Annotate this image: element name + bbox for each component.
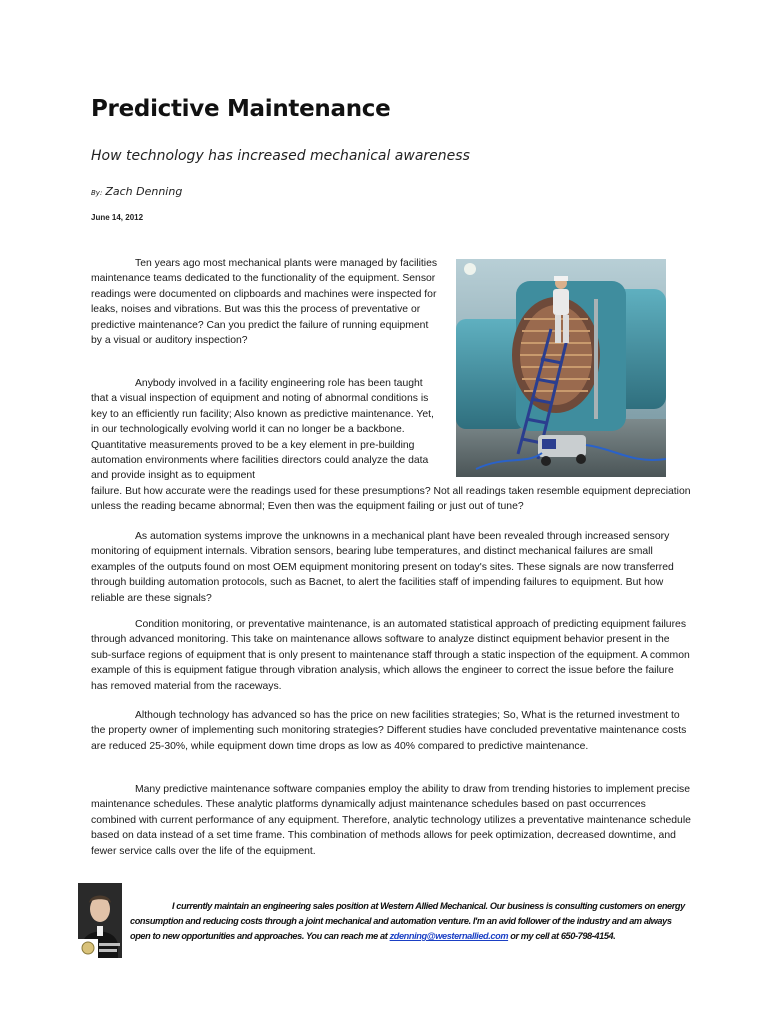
article-subtitle: How technology has increased mechanical awareness — [91, 148, 470, 164]
paragraph-3: As automation systems improve the unknowns in a mechanical plant have been revealed through increased sensory monitoring of equipment internals. Vibration sensors, bearing lube temperatures, and distinct mechanical failures are small examples of the outputs found on most OEM equipment monitoring present on today's sites. These signals are now transferred through building automation protocols, such as Bacnet, to alert the facilities staff of impending failures to equipment. But how reliable are these signals? — [91, 531, 674, 604]
bio-contact: or my cell at 650-798-4154. — [508, 931, 616, 941]
author-bio — [130, 899, 690, 944]
author-portrait — [78, 883, 122, 958]
article-date: June 14, 2012 — [91, 213, 144, 222]
by-label: By: — [91, 189, 103, 197]
article-title: Predictive Maintenance — [91, 96, 391, 122]
paragraph-6: Many predictive maintenance software companies employ the ability to draw from trending histories to implement precise maintenance schedules. These analytic platforms dynamically adjust maintenance schedules based on past occurrences combined with current performance of any equipment. Therefore, analytic technology utilizes a preventative maintenance schedule based on data instead of a set time frame. This combination of methods allows for peek optimization, decreased downtime, and fewer service calls over the life of the equipment. — [91, 784, 691, 857]
byline — [91, 185, 182, 198]
paragraph-4: Condition monitoring, or preventative maintenance, is an automated statistical approach of predicting equipment failures through advanced monitoring. This take on maintenance allows software to analyze distinct equipment behavior present in the sub-surface regions of equipment that is only present to maintenance staff through a static inspection of the equipment. A common example of this is equipment fatigue through vibration analysis, which allows the engineer to correct the issue before the failure has removed material from the raceways. — [91, 619, 690, 692]
author-name: Zach Denning — [105, 185, 183, 198]
paragraph-2: Anybody involved in a facility engineering role has been taught that a visual inspection of equipment and noting of abnormal conditions is key to an efficiently run facility; Also known as predictive maintenance. Yet, in our technologically evolving world it can no longer be a backbone. Quantitative measurements proved to be a key element in pre-building automation environments where facilities directors could analyze the data and provide insight as to equipment — [91, 378, 434, 482]
author-photo — [78, 883, 122, 958]
paragraph-1: Ten years ago most mechanical plants were managed by facilities maintenance teams dedicated to the functionality of the equipment. Sensor readings were documented on clipboards and machines were inspected for leaks, noises and vibrations. But was this the process of preventative or predictive maintenance? Can you predict the failure of running equipment by a visual or auditory inspection? — [91, 258, 438, 347]
chiller-illustration — [456, 259, 666, 477]
paragraph-2-continued: failure. But how accurate were the readings used for these presumptions? Not all readings taken resemble equipment depreciation unless the reading became abnormal; Even then was the equipment failing or just out of tune? — [91, 486, 691, 513]
bio-text: I currently maintain an engineering sales position at Western Allied Mechanical. Our business is consulting customers on energy consumption and reducing costs through a joint mechanical and automation venture. I'm an avid follower of the industry and am always open to new opportunities and approaches. You can reach me at — [130, 901, 685, 941]
chiller-technician-photo — [456, 259, 666, 477]
email-link[interactable]: zdenning@westernallied.com — [389, 931, 509, 941]
paragraph-5: Although technology has advanced so has the price on new facilities strategies; So, What is the returned investment to the property owner of implementing such monitoring strategies? Different studies have concluded preventative maintenance costs are reduced 25-30%, while equipment down time drops as low as 40% compared to predictive maintenance. — [91, 710, 687, 752]
